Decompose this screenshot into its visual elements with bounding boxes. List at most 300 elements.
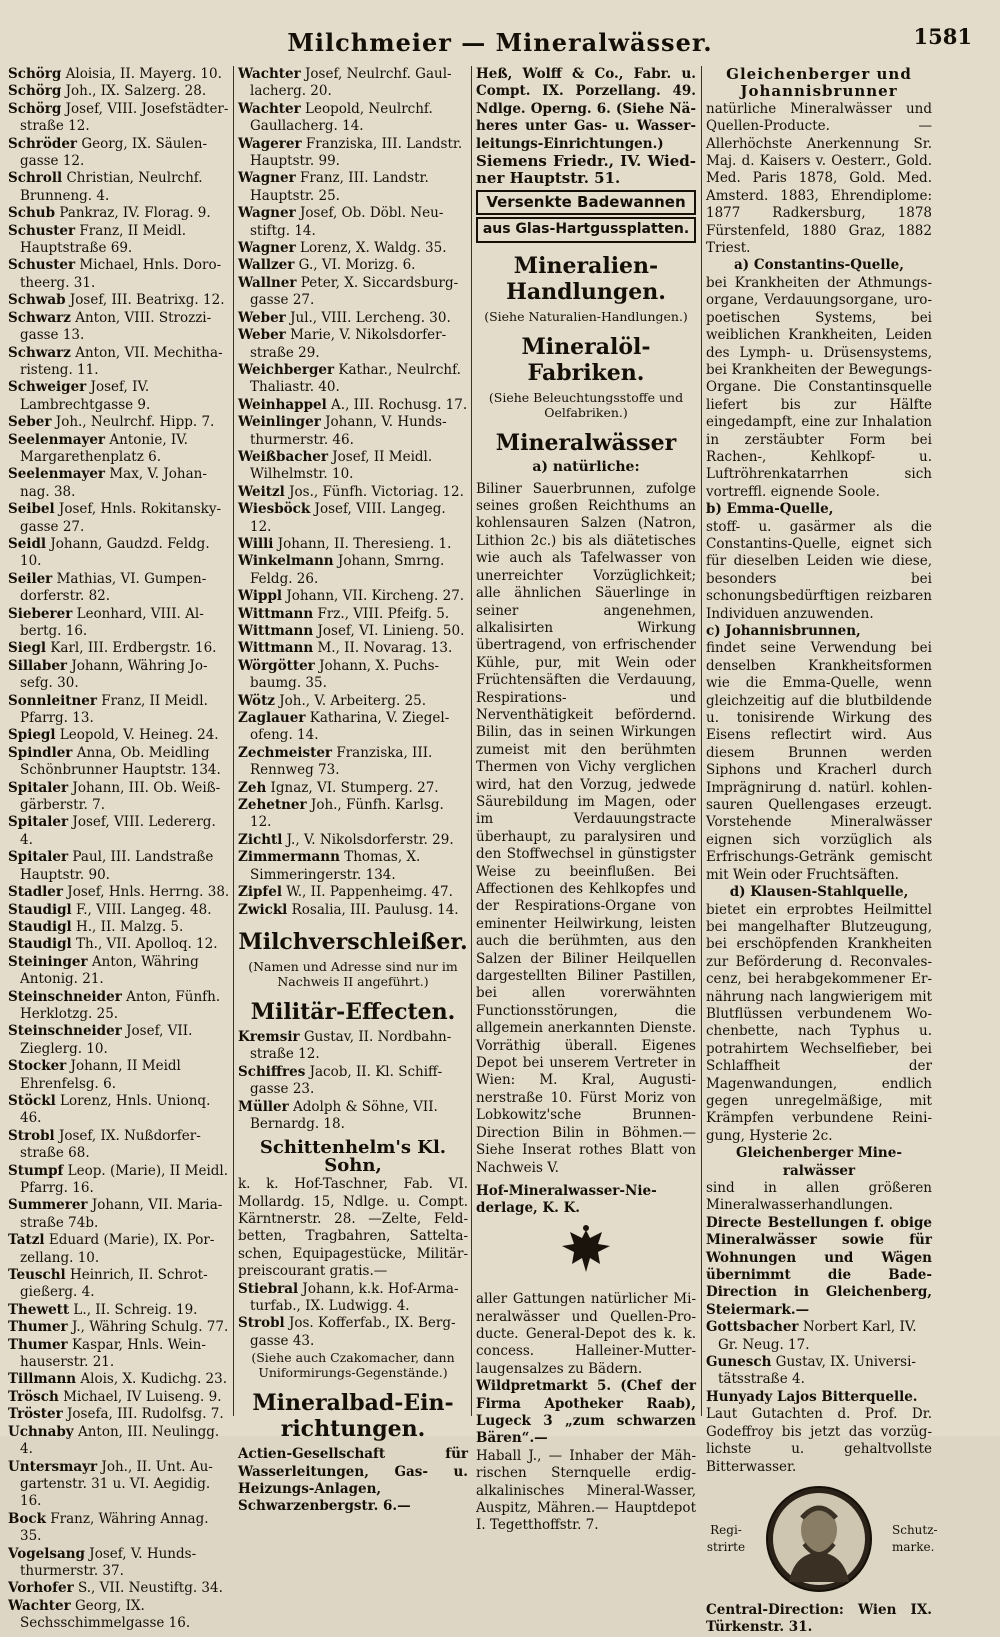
- entry-siemens: Siemens Friedr., IV. Wiedner Hauptstr. 51.: [476, 152, 696, 188]
- entry-address: Franz, II Meidl. Hauptstraße 69.: [20, 222, 187, 257]
- directory-entry: [8, 257, 230, 292]
- entry-address: Michael, IV Luiseng. 9.: [58, 1388, 222, 1405]
- entry-address: Anton, Fünfh. Herklotzg. 25.: [20, 988, 221, 1022]
- advert-actien-gesellschaft: Actien-Gesellschaft für Wasserleitungen, Gas- u. Heizungs-Anlagen, Schwarzenbergstr. 6.—: [238, 1446, 468, 1515]
- entry-name: Kremsir: [238, 1028, 300, 1045]
- directory-entry: [8, 989, 230, 1024]
- directory-entry: [8, 83, 230, 100]
- directory-entry: [8, 727, 230, 744]
- directory-entry: [8, 1197, 230, 1232]
- directory-entry: [8, 466, 230, 501]
- directory-entry: [8, 379, 230, 414]
- entry-address: Jos. Kofferfab., IX. Berggasse 43.: [250, 1315, 456, 1349]
- directory-entry: [8, 1389, 230, 1406]
- column-3: [476, 66, 696, 1535]
- entry-address: Heinrich, II. Schrotgießerg. 4.: [20, 1267, 208, 1301]
- entry-address: Paul, III. Landstraße Hauptstr. 90.: [20, 849, 214, 883]
- directory-entry: [238, 606, 468, 623]
- column-divider: [701, 66, 702, 1416]
- entry-name: Steinschneider: [8, 1023, 122, 1040]
- directory-entry: [8, 1058, 230, 1093]
- directory-entry: [8, 136, 230, 171]
- entry-address: Johann, II Meidl Ehrenfelsg. 6.: [20, 1058, 181, 1092]
- entry-name: Gunesch: [706, 1354, 772, 1371]
- directory-entry: [238, 240, 468, 257]
- entries-w-z: [238, 66, 468, 919]
- entry-address: Josef, IV. Lambrechtgasse 9.: [20, 379, 151, 413]
- section-heading-mineralbad: Mineralbad-Einrichtungen.: [252, 1390, 454, 1443]
- directory-entry: [8, 1232, 230, 1267]
- directory-entry: [238, 449, 468, 484]
- entry-address: F., VIII. Langeg. 48.: [71, 901, 212, 918]
- directory-entry: [238, 536, 468, 553]
- entry-address: Leop. (Marie), II Meidl. Pfarrg. 16.: [20, 1162, 229, 1196]
- directory-entry: [8, 292, 230, 309]
- entry-address: M., II. Novarag. 13.: [313, 640, 453, 657]
- entry-name: Schörg: [8, 66, 62, 82]
- entry-address: Norbert Karl, IV. Gr. Neug. 17.: [718, 1319, 917, 1353]
- entry-address: Anton, VII. Mechitharisteng. 11.: [20, 344, 223, 378]
- directory-entry: [8, 1337, 230, 1372]
- entry-address: Kathar., Neulrchf. Thaliastr. 40.: [250, 361, 461, 396]
- entry-address: Josef, VIII. Ledererg. 4.: [20, 814, 216, 848]
- directory-entry: [8, 1128, 230, 1163]
- entry-name: Stadler: [8, 884, 64, 901]
- entry-address: Anton, III. Neulingg. 4.: [20, 1423, 220, 1458]
- entry-address: Johann, III. Ob. Weißgärberstr. 7.: [20, 779, 221, 814]
- section-note: (Siehe Naturalien-Handlungen.): [484, 308, 688, 324]
- directory-entry: [8, 658, 230, 693]
- hunyady-title: Hunyady Lajos Bitterquelle.: [706, 1388, 918, 1405]
- entry-name: Sieberer: [8, 605, 73, 622]
- trademark-row: [706, 1484, 938, 1594]
- directory-entry: [8, 414, 230, 431]
- entry-address: Josef, IX. Nußdorferstraße 68.: [20, 1127, 201, 1162]
- directory-entry: [238, 1281, 468, 1316]
- entry-haball: Haball J., — Inhaber der Mährischen Sternquelle erdigalkalinisches Mineral-Wasser, Auspitz, Mähren.— Hauptdepot I. Tegetthoffstr. 7.: [476, 1447, 696, 1534]
- advert-title-gleichenberger: Gleichenberger und Johannisbrunner: [726, 65, 912, 101]
- entry-address: Peter, X. Siccardsburggasse 27.: [250, 274, 459, 309]
- entry-name: Uchnaby: [8, 1423, 74, 1440]
- entry-name: Zipfel: [238, 884, 282, 901]
- directory-entry: [238, 623, 468, 640]
- entry-address: Joh., Neulrchf. Hipp. 7.: [51, 414, 215, 431]
- advert-box-glas: aus Glas-Hartgussplatten.: [476, 217, 696, 242]
- spring-a-text: bei Krankheiten der Athmungsorgane, Verdauungsorgane, uropoetischen Systems, bei weiblichen Krankheiten, Leiden des Lymph- u. Drüsensystems, bei Krankheiten der Bewegungs-Organe. Die Constantinsquelle liefert bis zur Hälfte eingedampft, eine zur Inhalation in zerstäubter Form bei Rachen-, Kehlkopf- u. Luftröhrenkatarrhen sich vortreffl. eignende Soole.: [706, 274, 932, 500]
- entry-address: Jos., Fünfh. Victoriag. 12.: [284, 483, 464, 500]
- directory-entry: [8, 693, 230, 728]
- entry-address: Georg, IX. Sechsschimmelgasse 16.: [20, 1597, 191, 1632]
- entry-name: Strobl: [238, 1315, 285, 1332]
- entry-name: Seibel: [8, 501, 55, 518]
- entry-address: Franziska, III. Landstr. Hauptstr. 99.: [250, 135, 463, 170]
- directory-entry: [238, 275, 468, 310]
- entry-name: Wiesböck: [238, 501, 311, 518]
- entry-address: Josef, III. Beatrixg. 12.: [65, 292, 225, 309]
- directory-entry: [8, 954, 230, 989]
- column-4: [706, 65, 938, 1637]
- directory-entry: [8, 902, 230, 919]
- entry-name: Thewett: [8, 1301, 70, 1318]
- entry-address: H., II. Malzg. 5.: [71, 918, 184, 935]
- column-divider: [233, 66, 234, 1416]
- directory-entry: [8, 101, 230, 136]
- directory-entry: [8, 849, 230, 884]
- directory-entry: [238, 693, 468, 710]
- entry-name: Siegl: [8, 640, 47, 657]
- entry-name: Wörgötter: [238, 657, 315, 674]
- directory-entry: [238, 501, 468, 536]
- directory-entry: [238, 1029, 468, 1064]
- spring-c-title: c) Johannisbrunnen,: [706, 623, 861, 639]
- entry-address: Josef, VII. Zieglerg. 10.: [20, 1023, 193, 1057]
- entry-address: Adolph & Söhne, VII. Bernardg. 18.: [250, 1098, 438, 1132]
- entry-name: Schweiger: [8, 379, 87, 396]
- entry-address: Pankraz, IV. Florag. 9.: [55, 205, 211, 222]
- entry-name: Trösch: [8, 1388, 59, 1405]
- central-direction: Central-Direction: Wien IX. Türkenstr. 31.: [706, 1601, 932, 1636]
- entry-name: Staudigl: [8, 918, 72, 935]
- directory-entry: [8, 1302, 230, 1319]
- direct-orders-note: Directe Bestellungen f. obige Mineralwässer sowie für Wohnungen und Wägen übernimmt die Bade-Direction in Gleichenberg, Steiermark.—: [706, 1214, 932, 1318]
- directory-entry: [238, 710, 468, 745]
- entry-name: Schiffres: [238, 1063, 306, 1080]
- entry-address: Frz., VIII. Pfeifg. 5.: [313, 605, 450, 622]
- entry-address: Max, V. Johannag. 38.: [20, 466, 207, 500]
- directory-entry: [8, 1093, 230, 1128]
- directory-entry: [8, 1546, 230, 1581]
- entry-name: Wallner: [238, 274, 297, 291]
- entry-address: Josef, VIII. Langeg. 12.: [250, 501, 446, 535]
- directory-entry: [8, 936, 230, 953]
- entry-name: Schwarz: [8, 309, 71, 326]
- entry-name: Gottsbacher: [706, 1319, 799, 1336]
- directory-entry: [238, 414, 468, 449]
- entry-name: Staudigl: [8, 901, 72, 918]
- subsection-natuerliche: a) natürliche:: [532, 458, 640, 475]
- directory-entry: [238, 170, 468, 205]
- entry-address: Gustav, II. Nordbahnstraße 12.: [250, 1028, 452, 1063]
- entry-wildpretmarkt: Wildpretmarkt 5. (Chef der Firma Apotheker Raab), Lugeck 3 „zum schwarzen Bären“.—: [476, 1378, 696, 1447]
- directory-entry: [8, 66, 230, 83]
- entry-name: Wagerer: [238, 135, 302, 152]
- entry-name: Schwarz: [8, 344, 71, 361]
- entry-name: Schröder: [8, 135, 78, 152]
- entry-name: Wachter: [238, 66, 301, 82]
- entry-name: Stiebral: [238, 1280, 299, 1297]
- registered-label: Registrirte: [706, 1522, 746, 1554]
- directory-entry: [238, 658, 468, 693]
- entry-address: J., V. Nikolsdorferstr. 29.: [282, 831, 454, 848]
- entry-name: Wagner: [238, 170, 296, 187]
- entry-gottsbacher: [706, 1319, 932, 1354]
- directory-entry: [8, 780, 230, 815]
- entry-name: Zeh: [238, 779, 267, 796]
- entry-name: Weichberger: [238, 361, 335, 378]
- entry-name: Zechmeister: [238, 744, 333, 761]
- directory-entry: [238, 101, 468, 136]
- directory-entry: [238, 1315, 468, 1350]
- page-number: 1581: [913, 24, 972, 49]
- directory-entry: [238, 257, 468, 274]
- entry-address: Franziska, III. Rennweg 73.: [250, 744, 433, 779]
- entry-name: Weinlinger: [238, 414, 321, 431]
- column-2: [238, 66, 468, 1516]
- directory-entry: [8, 919, 230, 936]
- entry-name: Staudigl: [8, 936, 72, 953]
- entry-address: Franz, Währing Annag. 35.: [20, 1510, 209, 1545]
- entry-name: Stocker: [8, 1058, 67, 1075]
- directory-entry: [238, 205, 468, 240]
- entry-address: Leonhard, VIII. Albertg. 16.: [20, 605, 204, 639]
- entry-address: Lorenz, X. Waldg. 35.: [295, 240, 447, 257]
- directory-entry: [238, 1099, 468, 1134]
- spring-c-text: findet seine Verwendung bei denselben Krankheitsformen wie die Emma-Quelle, wenn gleichzeitig auf die blutbildende u. tonisirende Wirkung des Eisens reflectirt wird. Aus diesem Brunnen werden Siphons und Kracherl durch Imprägnirung d. natürl. kohlensauren Quellengases erzeugt. Vorstehende Mineralwässer eignen sich vorzüglich als Erfrischungs-Getränk gemischt mit Wein oder Fruchtsäften.: [706, 640, 932, 883]
- directory-entry: [8, 571, 230, 606]
- section-heading-milchverschleisser: Milchverschleißer.: [238, 928, 468, 955]
- entry-name: Wachter: [238, 100, 301, 117]
- entry-name: Bock: [8, 1510, 46, 1527]
- directory-entry: [8, 1319, 230, 1336]
- directory-entry: [238, 484, 468, 501]
- section-note: (Namen und Adresse sind nur im Nachweis II angeführt.): [248, 958, 458, 989]
- entry-name: Wippl: [238, 588, 283, 605]
- directory-entry: [8, 640, 230, 657]
- directory-entry: [238, 136, 468, 171]
- entry-name: Teuschl: [8, 1267, 66, 1284]
- entry-name: Weber: [238, 327, 286, 344]
- entry-name: Zaglauer: [238, 710, 306, 727]
- entry-name: Willi: [238, 535, 274, 552]
- entry-address: W., II. Pappenheimg. 47.: [281, 884, 453, 901]
- entry-address: Anton, Währing Antonig. 21.: [20, 953, 199, 988]
- entry-address: Johann, k.k. Hof-Armaturfab., IX. Ludwigg. 4.: [250, 1280, 459, 1314]
- directory-entry: [8, 1267, 230, 1302]
- section-heading-militaer-effecten: Militär-Effecten.: [250, 998, 456, 1025]
- entries-militaer: [238, 1029, 468, 1133]
- entry-name: Tillmann: [8, 1371, 77, 1388]
- entry-gunesch: [706, 1354, 932, 1389]
- entry-name: Stumpf: [8, 1162, 64, 1179]
- section-heading-mineralien-handlungen: Mineralien-Handlungen.: [506, 252, 666, 305]
- entry-name: Weißbacher: [238, 448, 328, 465]
- entry-name: Winkelmann: [238, 553, 334, 570]
- entry-address: Johann, Währing Josefg. 30.: [20, 657, 208, 692]
- entry-address: Mathias, VI. Gumpendorferstr. 82.: [20, 570, 207, 605]
- directory-entry: [238, 849, 468, 884]
- directory-entry: [8, 1598, 230, 1633]
- directory-entry: [8, 1163, 230, 1198]
- entry-address: Jacob, II. Kl. Schiffgasse 23.: [250, 1063, 443, 1098]
- entry-address: Josef, VIII. Josefstädterstraße 12.: [20, 100, 229, 135]
- directory-entry: [8, 223, 230, 258]
- directory-entry: [8, 1406, 230, 1423]
- entry-address: Eduard (Marie), IX. Porzellang. 10.: [20, 1232, 215, 1266]
- advert-intro-gleichenberger: natürliche Mineralwässer und Quellen-Producte. —Allerhöchste Anerkennung Sr. Maj. d. Kaisers v. Oesterr., Gold. Med. Paris 1878, Gold. Med. Amsterd. 1883, Ehrendiplome: 1877 Radkersburg, 1878 Fürstenfeld, 1880 Graz, 1882 Triest.: [706, 100, 932, 257]
- entry-name: Wallzer: [238, 257, 295, 274]
- directory-entry: [238, 1064, 468, 1099]
- directory-entry: [8, 536, 230, 571]
- entry-name: Summerer: [8, 1197, 88, 1214]
- entry-address: Johann, Smrng. Feldg. 26.: [250, 553, 445, 587]
- gleichenberger-heading: Gleichenberger Mineralwässer: [736, 1145, 902, 1179]
- entry-name: Steinschneider: [8, 988, 122, 1005]
- section-heading-mineralwaesser: Mineralwässer: [495, 429, 677, 456]
- entry-address: Ignaz, VI. Stumperg. 27.: [266, 779, 439, 796]
- advert-box-badewannen: Versenkte Badewannen: [476, 190, 696, 215]
- entry-name: Schwab: [8, 292, 66, 309]
- directory-entry: [8, 606, 230, 641]
- entry-name: Schroll: [8, 170, 63, 187]
- column-1: [8, 66, 230, 1633]
- entry-name: Sillaber: [8, 657, 68, 674]
- entry-name: Schub: [8, 205, 56, 222]
- entry-name: Vorhofer: [8, 1580, 74, 1597]
- entry-address: Thomas, X. Simmeringerstr. 134.: [250, 849, 421, 883]
- directory-entry: [238, 397, 468, 414]
- entry-address: Joh., IX. Salzerg. 28.: [61, 83, 207, 100]
- directory-entry: [8, 745, 230, 780]
- entry-address: Johann, VII. Mariastraße 74b.: [20, 1197, 223, 1231]
- entry-name: Weinhappel: [238, 396, 327, 413]
- section-heading-mineraloel-fabriken: Mineralöl-Fabriken.: [521, 333, 651, 386]
- directory-entry: [238, 902, 468, 919]
- page-header: [0, 20, 1000, 64]
- entry-address: G., VI. Morizg. 6.: [294, 257, 416, 274]
- entry-name: Thumer: [8, 1336, 68, 1353]
- entry-name: Tatzl: [8, 1232, 45, 1249]
- entry-name: Stöckl: [8, 1092, 56, 1109]
- spring-d-title: d) Klausen-Stahlquelle,: [729, 884, 909, 901]
- double-eagle-emblem-icon: [476, 1224, 696, 1285]
- entry-name: Wagner: [238, 240, 296, 257]
- directory-entry: [238, 832, 468, 849]
- entry-name: Weitzl: [238, 483, 285, 500]
- entry-address: Karl, III. Erdbergstr. 16.: [46, 640, 217, 657]
- entry-address: Antonie, IV. Margarethenplatz 6.: [20, 431, 188, 465]
- entry-name: Zwickl: [238, 901, 288, 918]
- directory-entry: [8, 1371, 230, 1388]
- entry-address: Josef, VI. Linieng. 50.: [313, 623, 465, 639]
- entry-address: J., Währing Schulg. 77.: [67, 1319, 229, 1336]
- entry-address: Joh., Fünfh. Karlsg. 12.: [250, 797, 444, 831]
- entry-name: Wittmann: [238, 623, 314, 639]
- directory-entry: [8, 1023, 230, 1058]
- entry-address: Katharina, V. Ziegelofeng. 14.: [250, 710, 450, 744]
- entry-name: Zichtl: [238, 831, 283, 848]
- entry-address: Josef, V. Hundsthurmerstr. 37.: [20, 1545, 197, 1579]
- entry-name: Spitaler: [8, 814, 69, 831]
- entry-name: Weber: [238, 309, 286, 326]
- entry-name: Wittmann: [238, 605, 314, 622]
- entry-name: Spiegl: [8, 727, 56, 744]
- directory-entry: [238, 797, 468, 832]
- entry-hof-mineralwasser: Hof-Mineralwasser-Niederlage, K. K.: [476, 1182, 657, 1217]
- directory-entry: [238, 640, 468, 657]
- entry-name: Spitaler: [8, 849, 69, 866]
- entry-name: Untersmayr: [8, 1458, 98, 1475]
- gleichenberger-note: sind in allen größeren Mineralwasserhandlungen.: [706, 1180, 932, 1214]
- directory-entry: [238, 745, 468, 780]
- entry-address: Christian, Neulrchf. Brunneng. 4.: [20, 170, 203, 204]
- directory-entry: [8, 1511, 230, 1546]
- entry-name: Seiler: [8, 570, 53, 587]
- entry-address: Aloisia, II. Mayerg. 10.: [61, 66, 222, 82]
- page-title: Milchmeier — Mineralwässer.: [287, 28, 713, 57]
- entry-name: Spitaler: [8, 779, 69, 796]
- directory-entry: [238, 66, 468, 101]
- entry-name: Thumer: [8, 1319, 68, 1336]
- entry-address: S., VII. Neustiftg. 34.: [73, 1580, 223, 1597]
- directory-entry: [8, 884, 230, 901]
- column-divider: [471, 66, 472, 1416]
- entries-militaer-2: [238, 1281, 468, 1351]
- entry-address: Franz, III. Landstr. Hauptstr. 25.: [250, 170, 429, 204]
- entry-address: Gustav, IX. Universitätsstraße 4.: [718, 1354, 916, 1388]
- directory-entry: [8, 170, 230, 205]
- entry-address: Leopold, V. Heineg. 24.: [55, 727, 219, 744]
- directory-entry: [8, 1580, 230, 1597]
- entry-name: Seelenmayer: [8, 466, 106, 483]
- entry-address: Johann, II. Theresieng. 1.: [273, 535, 452, 552]
- directory-entry: [8, 1459, 230, 1511]
- entry-address: Th., VII. Apolloq. 12.: [71, 936, 218, 953]
- directory-entry: [238, 553, 468, 588]
- entry-name: Vogelsang: [8, 1545, 85, 1562]
- portrait-medallion-icon: [764, 1484, 874, 1594]
- advert-name-schittenhelm: Schittenhelm's Kl. Sohn,: [259, 1137, 447, 1176]
- spring-a-title: a) Constantins-Quelle,: [734, 257, 904, 274]
- entry-name: Schörg: [8, 100, 62, 117]
- entry-address: Johann, X. Puchsbaumg. 35.: [250, 657, 440, 692]
- directory-entry: [8, 205, 230, 222]
- entry-address: Johann, V. Hundsthurmerstr. 46.: [250, 414, 447, 448]
- entry-name: Wachter: [8, 1597, 71, 1614]
- entry-address: Josef, II Meidl. Wilhelmstr. 10.: [250, 448, 433, 483]
- directory-entry: [238, 362, 468, 397]
- directory-entry: [8, 1424, 230, 1459]
- entry-name: Strobl: [8, 1127, 55, 1144]
- entry-address: Lorenz, Hnls. Unionq. 46.: [20, 1092, 211, 1127]
- entry-hess-wolff: Heß, Wolff & Co., Fabr. u. Compt. IX. Porzellang. 49. Ndlge. Operng. 6. (Siehe Näheres unter Gas- u. Wasserleitungs-Einrichtungen.): [476, 66, 696, 152]
- entry-name: Zehetner: [238, 797, 307, 814]
- entry-address: Josef, Neulrchf. Gaullacherg. 20.: [250, 66, 452, 100]
- entry-address: Johann, Gaudzd. Feldg. 10.: [20, 535, 210, 570]
- entry-name: Zimmermann: [238, 849, 340, 866]
- entry-address: Joh., II. Unt. Augartenstr. 31 u. VI. Aegidig. 16.: [20, 1458, 213, 1510]
- entry-name: Sonnleitner: [8, 692, 97, 709]
- directory-entry: [238, 884, 468, 901]
- entry-name: Wötz: [238, 692, 275, 709]
- spring-b-title: b) Emma-Quelle,: [706, 501, 834, 518]
- entry-address: Anna, Ob. Meidling Schönbrunner Hauptstr. 134.: [20, 744, 221, 779]
- entry-address: Johann, VII. Kircheng. 27.: [282, 588, 465, 605]
- directory-entry: [8, 814, 230, 849]
- entry-address: Josef, Hnls. Rokitanskygasse 27.: [20, 501, 222, 535]
- entry-address: Michael, Hnls. Dorotheerg. 31.: [20, 257, 222, 291]
- advert-biliner: Biliner Sauerbrunnen, zufolge seines großen Reichthums an kohlensauren Salzen (Natron, Lithion 2c.) bis als diätetisches wie auch als Tafelwasser von unerreichter Vorzüglichkeit; alle ähnlichen Säuerlinge in seiner angenehmen, alkalisirten Wirkung übertragend, von erfrischender Kühle, pur, mit Wein oder Früchtensäften die Verdauung, Respirations- und Nerventhätigkeit befördernd. Bilin, das in seinen Wirkungen zumeist mit den berühmten Thermen von Vichy verglichen wird, hat den Vorzug, jedwede Säurebildung im Magen, oder im Verdauungstracte überhaupt, zu paralysiren und den Stoffwechsel in günstigster Weise zu beeinflußen. Bei Affectionen des Kehlkopfes und der Respirations-Organe von eminenter Heilwirkung, leisten auch die berühmten, aus den Salzen der Biliner Heilquellen dargestellten Biliner Pastillen, bei allen vorerwähnten Functionsstörungen, die allgemein anerkannten Dienste. Vorräthig überall. Eigenes Depot bei unserem Vertreter in Wien: M. Kral, Augustinerstraße 10. Fürst Moriz von Lobkowitz'sche Brunnen-Direction Bilin in Böhmen.— Siehe Inserat rothes Blatt von Nachweis V.: [476, 480, 696, 1176]
- entry-address: Rosalia, III. Paulusg. 14.: [287, 901, 459, 918]
- entry-address: Alois, X. Kudichg. 23.: [76, 1371, 227, 1388]
- cross-reference-note: (Siehe auch Czakomacher, dann Uniformirungs-Gegenstände.): [251, 1350, 455, 1381]
- section-note: (Siehe Beleuchtungsstoffe und Oelfabriken.): [488, 389, 684, 420]
- entry-address: Marie, V. Nikolsdorferstraße 29.: [250, 327, 447, 361]
- advert-text-schittenhelm: k. k. Hof-Taschner, Fab. VI. Mollardg. 15, Ndlge. u. Compt. Kärntnerstr. 28. —Zelte, Feldbetten, Tragbahren, Satteltaschen, Equipagestücke, Militärpreiscourant gratis.—: [238, 1176, 468, 1280]
- entry-name: Wittmann: [238, 640, 314, 657]
- entry-address: Leopold, Neulrchf. Gaullacherg. 14.: [250, 100, 433, 135]
- entry-name: Wagner: [238, 205, 296, 222]
- entry-address: Josefa, III. Rudolfsg. 7.: [62, 1406, 224, 1423]
